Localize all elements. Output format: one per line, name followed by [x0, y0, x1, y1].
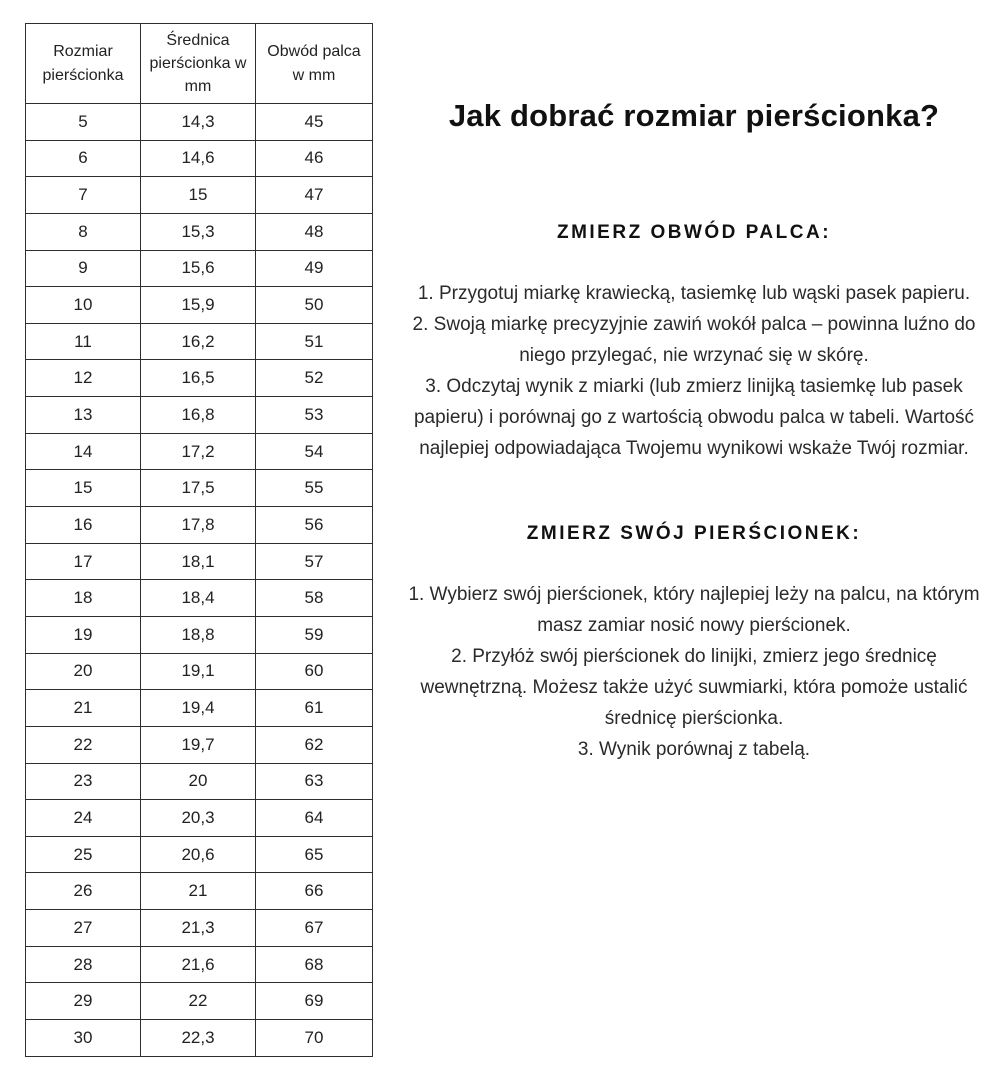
table-cell: 22: [141, 983, 256, 1020]
table-row: [26, 213, 373, 250]
table-cell: 14,6: [141, 140, 256, 177]
table-cell: 56: [256, 507, 373, 544]
instructions-column: [398, 98, 990, 765]
table-cell: 67: [256, 910, 373, 947]
table-cell: 16,5: [141, 360, 256, 397]
instruction-item: 2. Przyłóż swój pierścionek do linijki, zmierz jego średnicę wewnętrzną. Możesz także użyć suwmiarki, która pomoże ustalić średnicę pierścionka.: [420, 646, 968, 729]
table-row: [26, 140, 373, 177]
table-cell: 17,2: [141, 433, 256, 470]
table-row: [26, 836, 373, 873]
table-cell: 22,3: [141, 1020, 256, 1057]
table-cell: 24: [26, 800, 141, 837]
table-cell: 13: [26, 397, 141, 434]
header-finger-circumference: Obwód palca w mm: [256, 24, 373, 104]
instruction-item: 3. Wynik porównaj z tabelą.: [577, 739, 811, 760]
table-row: [26, 653, 373, 690]
table-row: [26, 104, 373, 141]
table-cell: 55: [256, 470, 373, 507]
table-cell: 54: [256, 433, 373, 470]
table-cell: 16: [26, 507, 141, 544]
table-row: [26, 177, 373, 214]
table-cell: 15,6: [141, 250, 256, 287]
table-cell: 20,6: [141, 836, 256, 873]
table-row: [26, 1020, 373, 1057]
table-row: [26, 543, 373, 580]
instruction-item: 3. Odczytaj wynik z miarki (lub zmierz linijką tasiemkę lub pasek papieru) i porównaj go z wartością obwodu palca w tabeli. Wartość najlepiej odpowiadająca Twojemu wynikowi wskaże Twój rozmiar.: [413, 376, 975, 459]
table-cell: 70: [256, 1020, 373, 1057]
table-cell: 22: [26, 726, 141, 763]
table-cell: 18,4: [141, 580, 256, 617]
table-cell: 12: [26, 360, 141, 397]
table-cell: 19,4: [141, 690, 256, 727]
instruction-item: 2. Swoją miarkę precyzyjnie zawiń wokół palca – powinna luźno do niego przylegać, nie wrzynać się w skórę.: [412, 314, 976, 366]
table-row: [26, 360, 373, 397]
table-cell: 17,8: [141, 507, 256, 544]
instruction-list: [398, 278, 990, 464]
table-cell: 10: [26, 287, 141, 324]
table-cell: 20: [141, 763, 256, 800]
table-cell: 53: [256, 397, 373, 434]
table-cell: 19: [26, 616, 141, 653]
table-cell: 16,8: [141, 397, 256, 434]
table-cell: 14,3: [141, 104, 256, 141]
table-header-row: [26, 24, 373, 104]
table-cell: 27: [26, 910, 141, 947]
instructions: [398, 222, 990, 765]
table-cell: 68: [256, 946, 373, 983]
table-cell: 19,7: [141, 726, 256, 763]
table-cell: 50: [256, 287, 373, 324]
table-cell: 59: [256, 616, 373, 653]
table-cell: 28: [26, 946, 141, 983]
instruction-section: [398, 523, 990, 765]
table-row: [26, 507, 373, 544]
table-cell: 18: [26, 580, 141, 617]
table-cell: 48: [256, 213, 373, 250]
table-cell: 11: [26, 323, 141, 360]
table-row: [26, 470, 373, 507]
table-cell: 7: [26, 177, 141, 214]
table-cell: 47: [256, 177, 373, 214]
table-cell: 64: [256, 800, 373, 837]
table-row: [26, 726, 373, 763]
header-ring-size: Rozmiar pierścionka: [26, 24, 141, 104]
table-cell: 17,5: [141, 470, 256, 507]
table-cell: 20: [26, 653, 141, 690]
table-cell: 69: [256, 983, 373, 1020]
table-cell: 61: [256, 690, 373, 727]
table-cell: 19,1: [141, 653, 256, 690]
header-ring-diameter: Średnica pierścionka w mm: [141, 24, 256, 104]
table-cell: 49: [256, 250, 373, 287]
table-cell: 45: [256, 104, 373, 141]
table-row: [26, 433, 373, 470]
table-cell: 21,3: [141, 910, 256, 947]
table-cell: 5: [26, 104, 141, 141]
table-cell: 20,3: [141, 800, 256, 837]
table-cell: 9: [26, 250, 141, 287]
table-row: [26, 763, 373, 800]
table-cell: 15,3: [141, 213, 256, 250]
ring-size-table: [25, 23, 373, 1057]
section-heading: ZMIERZ OBWÓD PALCA:: [556, 222, 832, 243]
table-row: [26, 946, 373, 983]
table-cell: 58: [256, 580, 373, 617]
section-heading: ZMIERZ SWÓJ PIERŚCIONEK:: [526, 523, 862, 544]
table-row: [26, 397, 373, 434]
table-cell: 6: [26, 140, 141, 177]
table-row: [26, 323, 373, 360]
table-cell: 14: [26, 433, 141, 470]
instruction-item: 1. Wybierz swój pierścionek, który najlepiej leży na palcu, na którym masz zamiar nosić nowy pierścionek.: [408, 584, 980, 636]
table-cell: 15,9: [141, 287, 256, 324]
table-cell: 57: [256, 543, 373, 580]
table-cell: 16,2: [141, 323, 256, 360]
table-cell: 62: [256, 726, 373, 763]
table-cell: 21: [26, 690, 141, 727]
table-row: [26, 910, 373, 947]
table-cell: 21,6: [141, 946, 256, 983]
table-row: [26, 287, 373, 324]
table-cell: 52: [256, 360, 373, 397]
table-header: [26, 24, 373, 104]
table-row: [26, 616, 373, 653]
table-cell: 30: [26, 1020, 141, 1057]
table-cell: 46: [256, 140, 373, 177]
table-row: [26, 800, 373, 837]
table-row: [26, 250, 373, 287]
instruction-section: [398, 222, 990, 464]
table-cell: 15: [26, 470, 141, 507]
table-cell: 25: [26, 836, 141, 873]
instruction-list: [398, 579, 990, 765]
table-cell: 66: [256, 873, 373, 910]
table-row: [26, 690, 373, 727]
table-cell: 18,8: [141, 616, 256, 653]
table-cell: 8: [26, 213, 141, 250]
table-row: [26, 873, 373, 910]
table-cell: 23: [26, 763, 141, 800]
table-cell: 17: [26, 543, 141, 580]
table-cell: 51: [256, 323, 373, 360]
table-row: [26, 580, 373, 617]
table-cell: 63: [256, 763, 373, 800]
table-cell: 15: [141, 177, 256, 214]
page-title: Jak dobrać rozmiar pierścionka?: [448, 98, 940, 133]
instruction-item: 1. Przygotuj miarkę krawiecką, tasiemkę lub wąski pasek papieru.: [417, 283, 971, 304]
table-row: [26, 983, 373, 1020]
table-cell: 18,1: [141, 543, 256, 580]
table-cell: 21: [141, 873, 256, 910]
size-table-body: [26, 104, 373, 1057]
table-cell: 60: [256, 653, 373, 690]
table-cell: 29: [26, 983, 141, 1020]
table-cell: 26: [26, 873, 141, 910]
table-cell: 65: [256, 836, 373, 873]
